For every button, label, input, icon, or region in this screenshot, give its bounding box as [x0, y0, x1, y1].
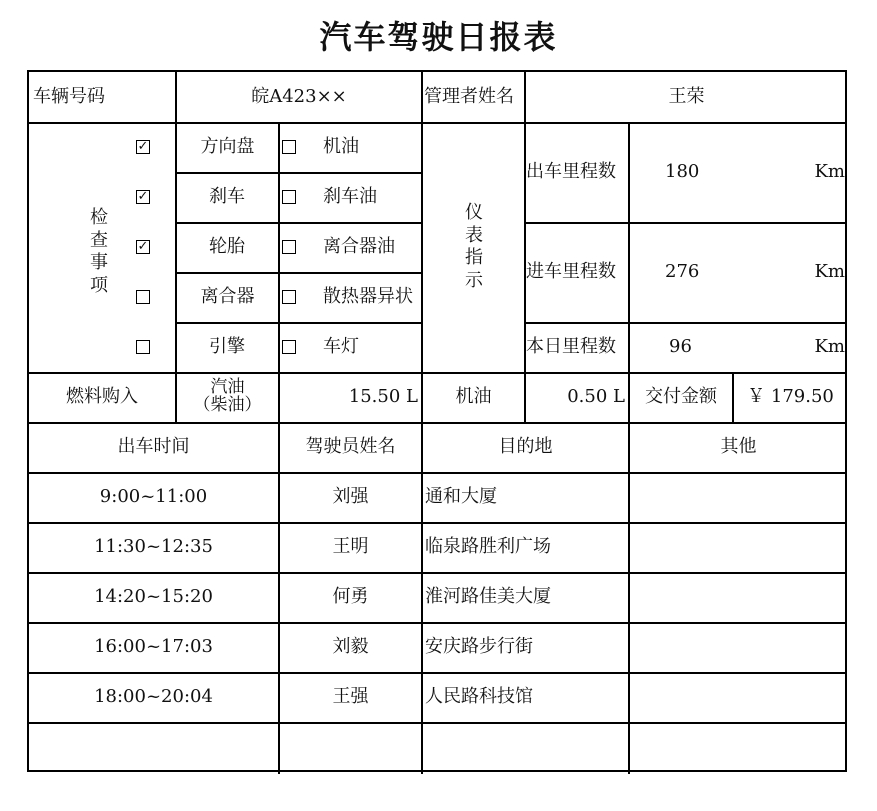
payment-label: 交付金额	[645, 386, 717, 408]
trip-time: 18:00~20:04	[94, 686, 213, 708]
engine-oil-label: 机油	[455, 386, 492, 408]
meter-label: 仪 表 指 示	[465, 202, 483, 291]
trip-driver: 王明	[332, 536, 369, 558]
checkbox-radiator[interactable]	[282, 272, 302, 322]
item-oil: 机油	[323, 136, 359, 158]
trip-destination: 临泉路胜利广场	[425, 536, 551, 558]
trip-destination[interactable]	[425, 722, 628, 772]
inspection-label: 检 查 事 项	[90, 207, 108, 296]
item-brake-fluid: 刹车油	[323, 186, 377, 208]
checkbox-engine[interactable]	[136, 322, 156, 372]
trip-time: 14:20~15:20	[94, 586, 213, 608]
trip-driver: 王强	[332, 686, 369, 708]
header-driver-name: 驾驶员姓名	[305, 436, 396, 458]
checkbox-clutch-fluid[interactable]	[282, 222, 302, 272]
item-tire: 轮胎	[209, 236, 245, 258]
manager-name-label: 管理者姓名	[424, 86, 514, 108]
departure-mileage-label: 出车里程数	[526, 161, 616, 183]
payment-value: ￥ 179.50	[747, 386, 834, 408]
engine-oil-value: 0.50 L	[567, 386, 625, 408]
trip-driver: 刘毅	[332, 636, 369, 658]
trip-destination: 人民路科技馆	[425, 686, 533, 708]
today-mileage-value: 96	[669, 336, 692, 358]
trip-destination: 安庆路步行街	[425, 636, 533, 658]
fuel-purchase-label: 燃料购入	[66, 386, 138, 408]
item-clutch-fluid: 离合器油	[323, 236, 395, 258]
manager-name-value: 王荣	[668, 86, 705, 108]
departure-mileage-value: 180	[665, 161, 700, 183]
gasoline-label: 汽油 （柴油）	[193, 377, 262, 415]
departure-mileage-unit: Km	[814, 161, 845, 183]
trip-other[interactable]	[632, 522, 847, 572]
checkbox-steering[interactable]: ✓	[137, 139, 149, 154]
trip-driver[interactable]	[280, 722, 421, 772]
item-brake: 刹车	[209, 186, 245, 208]
daily-report-table	[27, 70, 847, 772]
return-mileage-unit: Km	[814, 261, 845, 283]
trip-driver: 刘强	[332, 486, 369, 508]
header-destination: 目的地	[498, 436, 553, 458]
trip-time: 16:00~17:03	[94, 636, 213, 658]
trip-other[interactable]	[632, 572, 847, 622]
trip-time: 11:30~12:35	[94, 536, 213, 558]
today-mileage-label: 本日里程数	[526, 336, 616, 358]
trip-other[interactable]	[632, 722, 847, 772]
item-lights: 车灯	[323, 336, 359, 358]
item-clutch: 离合器	[200, 286, 255, 308]
trip-driver: 何勇	[332, 586, 369, 608]
checkbox-oil[interactable]	[282, 122, 302, 172]
trip-other[interactable]	[632, 472, 847, 522]
gasoline-value: 15.50 L	[348, 386, 418, 408]
item-engine: 引擎	[209, 336, 245, 358]
trip-destination: 通和大厦	[425, 486, 497, 508]
checkbox-clutch[interactable]	[136, 272, 156, 322]
return-mileage-label: 进车里程数	[526, 261, 616, 283]
trip-other[interactable]	[632, 672, 847, 722]
checkbox-lights[interactable]	[282, 322, 302, 372]
return-mileage-value: 276	[665, 261, 700, 283]
item-radiator: 散热器异状	[323, 286, 413, 308]
page-title: 汽车驾驶日报表	[319, 18, 558, 56]
checkbox-brake[interactable]: ✓	[137, 189, 149, 204]
header-other: 其他	[720, 436, 757, 458]
vehicle-number-label: 车辆号码	[33, 86, 105, 108]
today-mileage-unit: Km	[814, 336, 845, 358]
trip-time: 9:00~11:00	[99, 486, 208, 508]
checkbox-tire[interactable]: ✓	[137, 239, 149, 254]
header-departure-time: 出车时间	[117, 436, 190, 458]
checkbox-brake-fluid[interactable]	[282, 172, 302, 222]
vehicle-number-value: 皖A423××	[251, 86, 347, 108]
trip-destination: 淮河路佳美大厦	[425, 586, 551, 608]
trip-time[interactable]	[29, 722, 278, 772]
trip-other[interactable]	[632, 622, 847, 672]
item-steering: 方向盘	[200, 136, 255, 158]
